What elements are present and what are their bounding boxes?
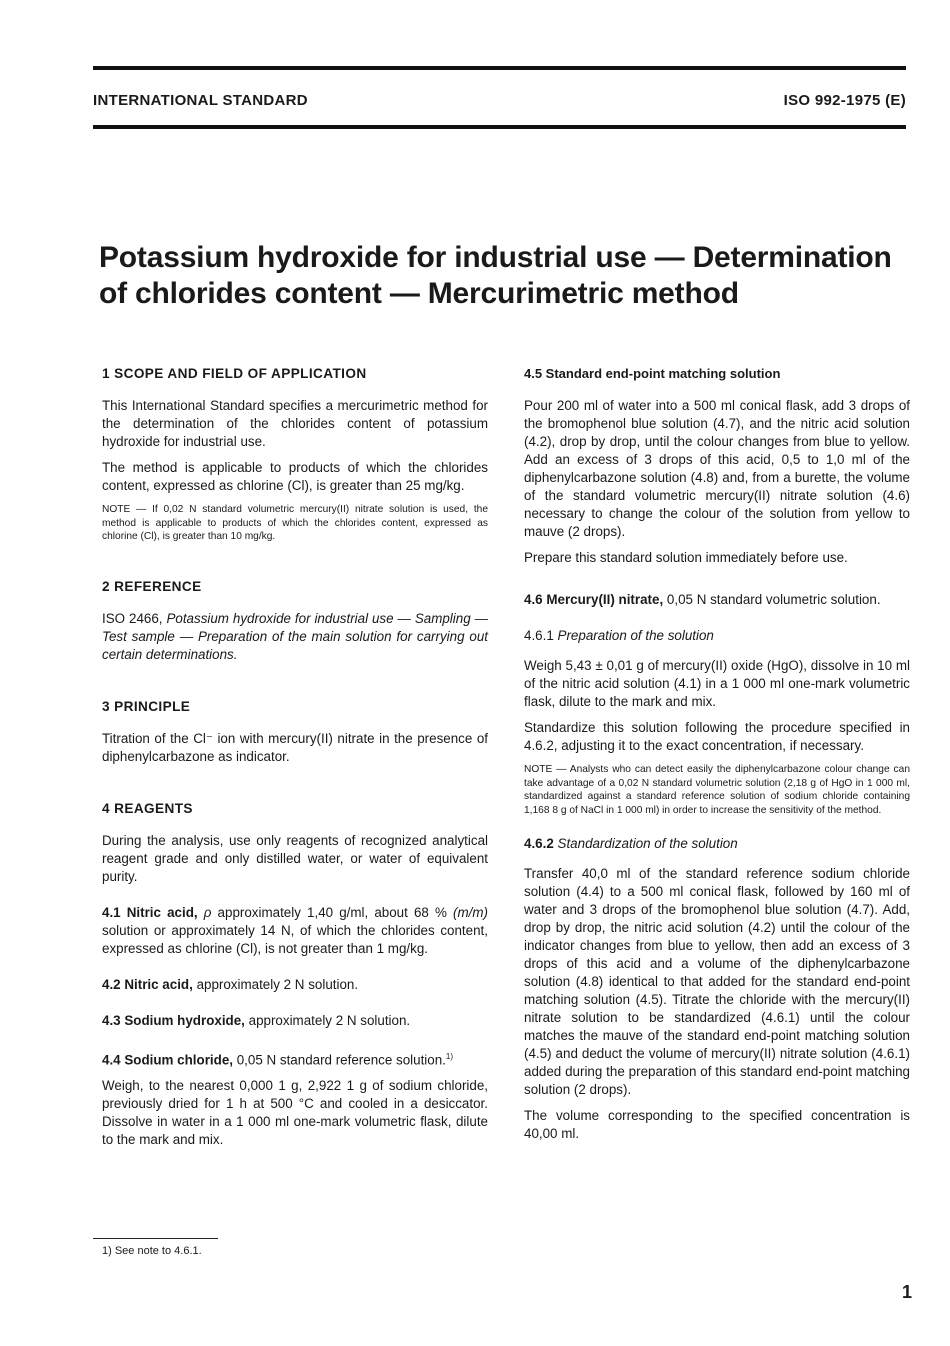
preparation-note: NOTE — Analysts who can detect easily the diphenylcarbazone colour change can take advantage of a 0,02 N standard volumetric solution (2,18 g of HgO in 1 000 ml, standardized against a standard reference solution of sodium chloride containing 1,168 8 g of NaCl in 1 000 ml) in order to increase the sensitivity of the method. — [524, 764, 910, 816]
reagent-4-4 — [102, 1048, 488, 1069]
right-column — [524, 365, 910, 1151]
header-bottom-rule — [93, 125, 906, 129]
reagent-4-3 — [102, 1012, 488, 1030]
reagent-4-2-text: approximately 2 N solution. — [196, 976, 359, 992]
section-4-6-1-title: Preparation of the solution — [557, 628, 714, 643]
section-4-5-heading: 4.5 Standard end-point matching solution — [524, 366, 781, 381]
standard-number: ISO 992-1975 (E) — [783, 92, 906, 109]
footnote: 1) See note to 4.6.1. — [102, 1245, 202, 1257]
preparation-paragraph-1: Weigh 5,43 ± 0,01 g of mercury(II) oxide (HgO), dissolve in 10 ml of the nitric acid solution (4.1) in a 1 000 ml one-mark volumetric flask, dilute to the mark and mix. — [524, 658, 910, 709]
principle-paragraph: Titration of the Cl⁻ ion with mercury(II) nitrate in the presence of diphenylcarbazone as indicator. — [102, 730, 488, 764]
reagents-paragraph: During the analysis, use only reagents of recognized analytical reagent grade and only distilled water, or water of equivalent purity. — [102, 832, 488, 884]
matching-solution-paragraph-2: Prepare this standard solution immediately before use. — [524, 550, 848, 565]
document-title: Potassium hydroxide for industrial use — Determination of chlorides content — Mercurimetric method — [99, 241, 892, 310]
reagent-4-2-number: 4.2 — [102, 976, 121, 992]
reagent-4-6-name: Mercury(II) nitrate, — [546, 592, 664, 607]
header-top-rule — [93, 66, 906, 70]
section-4-6-2-number: 4.6.2 — [524, 836, 554, 852]
page-number: 1 — [902, 1282, 913, 1302]
standardization-paragraph-2: The volume corresponding to the specified concentration is 40,00 ml. — [524, 1108, 910, 1142]
reagent-4-3-number: 4.3 — [102, 1012, 121, 1028]
reagent-4-4-paragraph: Weigh, to the nearest 0,000 1 g, 2,922 1 g of sodium chloride, previously dried for 1 h at 500 °C and cooled in a desiccator. Dissolve in water in a 1 000 ml one-mark volumetric flask, dilute to the mark and mix. — [102, 1078, 488, 1148]
reagent-4-6 — [524, 591, 910, 609]
section-4-6-2-heading — [524, 835, 910, 853]
document-type-label: INTERNATIONAL STANDARD — [93, 92, 308, 109]
reagent-4-6-number: 4.6 — [524, 592, 543, 607]
section-4-6-1-heading — [524, 627, 910, 645]
reagent-4-1-text: approximately 1,40 g/ml, about 68 % — [217, 904, 447, 920]
footnote-rule — [93, 1238, 218, 1239]
footnote-reference: 1) — [445, 1051, 454, 1061]
left-column — [102, 365, 488, 1157]
standardization-paragraph-1: Transfer 40,0 ml of the standard reference sodium chloride solution (4.4) to a 500 ml conical flask, followed by 160 ml of water and 3 drops of the bromophenol blue solution (4.7). Add, drop by drop, the nitric acid solution (4.2) until the colour of the indicator changes from blue to yellow, then add an excess of 3 drops of this acid and a volume of the diphenylcarbazone solution (4.8) identical to that added for the standard end-point matching solution (4.5). Titrate the chloride with the mercury(II) nitrate solution to be standardized (4.6.1) until the colour matches the mauve of the standard end-point matching solution (4.5) and deduct the volume of mercury(II) nitrate solution (4.6.1) added during the preparation of this standard end-point matching solution (2 drops). — [524, 866, 910, 1098]
reagent-4-4-text: 0,05 N standard reference solution. — [236, 1052, 446, 1068]
reagent-4-4-number: 4.4 — [102, 1052, 121, 1068]
rho-symbol: ρ — [203, 904, 212, 920]
reagent-4-2-name: Nitric acid, — [124, 976, 193, 992]
section-4-heading: 4 REAGENTS — [102, 800, 193, 816]
reagent-4-1-number: 4.1 — [102, 904, 121, 920]
mass-ratio-label: (m/m) — [453, 904, 488, 920]
section-3-heading: 3 PRINCIPLE — [102, 698, 191, 714]
reference-code: ISO 2466, — [102, 610, 163, 626]
reagent-4-1 — [102, 904, 488, 958]
reagent-4-2 — [102, 976, 488, 994]
section-1-heading: 1 SCOPE AND FIELD OF APPLICATION — [102, 366, 367, 381]
scope-paragraph-2: The method is applicable to products of which the chlorides content, expressed as chlorine (Cl), is greater than 25 mg/kg. — [102, 460, 488, 493]
section-2-heading: 2 REFERENCE — [102, 578, 202, 594]
reference-paragraph — [102, 610, 488, 664]
matching-solution-paragraph-1: Pour 200 ml of water into a 500 ml conical flask, add 3 drops of the bromophenol blue solution (4.7), and the nitric acid solution (4.2), drop by drop, until the colour changes from blue to yellow. Add an excess of 3 drops of this acid, 0,5 to 1,0 ml of the diphenylcarbazone solution (4.8) and, from a burette, the volume of the standard volumetric mercury(II) nitrate solution (4.6) necessary to change the colour of the solution from yellow to mauve (2 drops). — [524, 398, 910, 539]
reference-title: Potassium hydroxide for industrial use — Sampling — Test sample — Preparation of the main solution for carrying out certain determinations. — [102, 610, 488, 662]
preparation-paragraph-2: Standardize this solution following the procedure specified in 4.6.2, adjusting it to the exact concentration, if necessary. — [524, 720, 910, 753]
section-4-6-1-number: 4.6.1 — [524, 628, 554, 643]
reagent-4-3-text: approximately 2 N solution. — [248, 1012, 411, 1028]
reagent-4-4-name: Sodium chloride, — [124, 1052, 233, 1068]
reagent-4-1-text-2: solution or approximately 14 N, of which the chlorides content, expressed as chlorine (Cl), is not greater than 1 mg/kg. — [102, 922, 488, 956]
section-4-6-2-title: Standardization of the solution — [557, 836, 738, 852]
reagent-4-1-name: Nitric acid, — [126, 904, 198, 920]
reagent-4-6-text: 0,05 N standard volumetric solution. — [666, 592, 881, 607]
scope-paragraph-1: This International Standard specifies a mercurimetric method for the determination of the chlorides content of potassium hydroxide for industrial use. — [102, 398, 488, 449]
reagent-4-3-name: Sodium hydroxide, — [124, 1012, 245, 1028]
scope-note: NOTE — If 0,02 N standard volumetric mercury(II) nitrate solution is used, the method is applicable to products of which the chlorides content, expressed as chlorine (Cl), is greater than 10 mg/kg. — [102, 504, 488, 543]
